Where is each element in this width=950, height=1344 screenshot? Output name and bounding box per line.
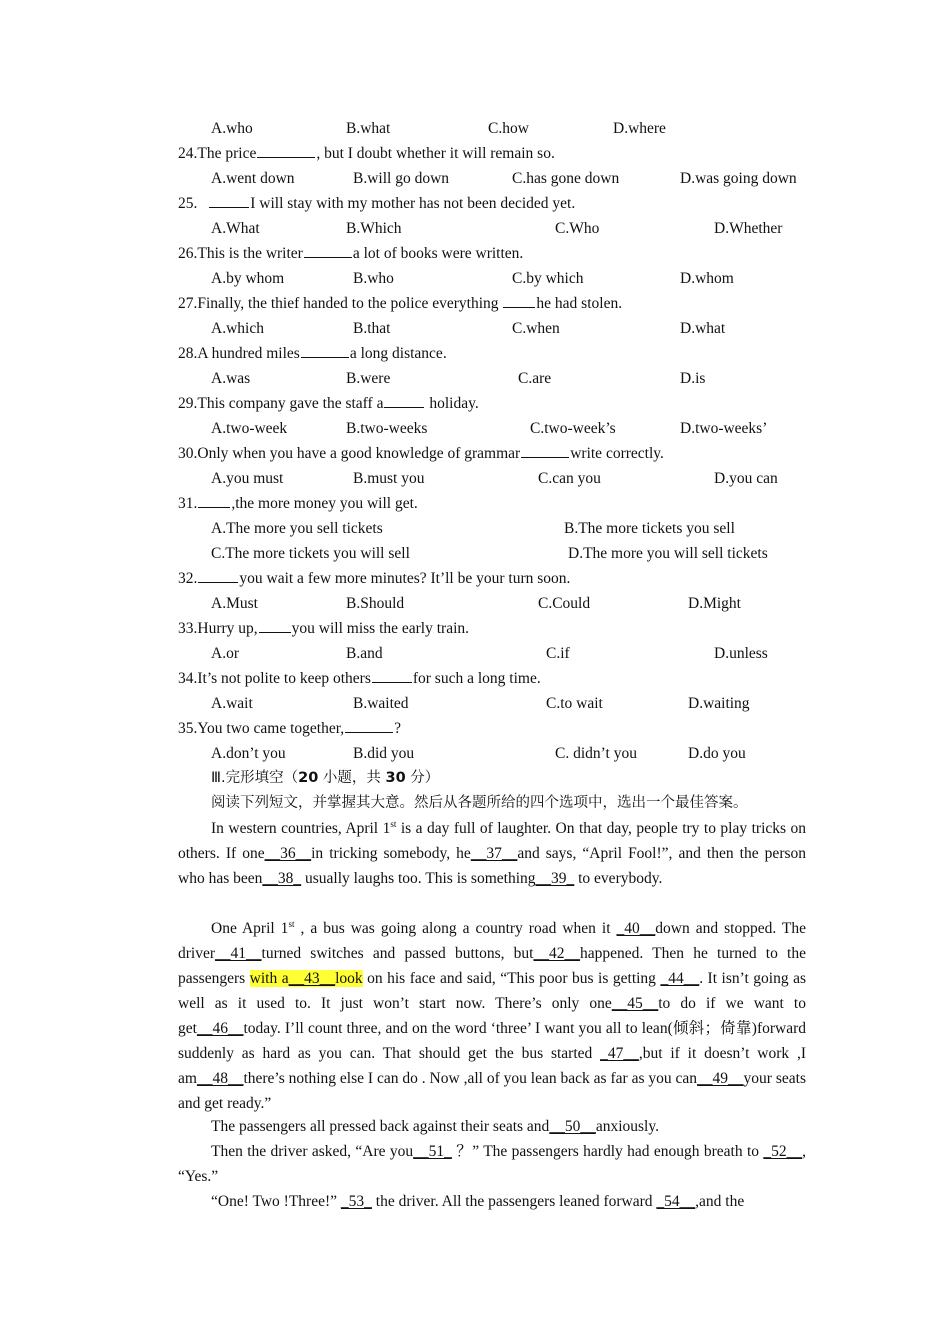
- blank-48: __48__: [196, 1070, 244, 1087]
- option: B.The more tickets you sell: [564, 520, 735, 537]
- blank-46: __46__: [196, 1020, 244, 1037]
- passage-text: In western countries, April 1: [211, 820, 391, 837]
- answer-blank: [384, 393, 424, 408]
- passage-text: down and stopped. The driver: [178, 920, 807, 962]
- option: A.What: [211, 220, 260, 237]
- passage-text: to do if we want to get: [178, 995, 806, 1037]
- passage-text: the driver. All the passengers leaned forward: [371, 1193, 657, 1210]
- option: A.wait: [211, 695, 253, 712]
- question-text: ?: [394, 720, 402, 737]
- question-35: [0, 716, 950, 741]
- highlight-text: look: [335, 970, 363, 987]
- option: B.that: [353, 320, 391, 337]
- question-text: 33.Hurry up,: [178, 620, 258, 637]
- answer-blank: [198, 568, 238, 583]
- question-24: [0, 141, 950, 166]
- option: D.The more you will sell tickets: [568, 545, 768, 562]
- question-32: [0, 566, 950, 591]
- answer-blank: [257, 143, 315, 158]
- blank-38: __38_: [262, 870, 302, 887]
- blank-40: _40__: [616, 920, 656, 937]
- passage-text: , a bus was going along a country road when it: [294, 920, 617, 937]
- question-26: [0, 241, 950, 266]
- answer-blank: [503, 293, 535, 308]
- question-text: for such a long time.: [412, 670, 541, 687]
- passage-text: The passengers all pressed back against their seats and: [211, 1118, 550, 1135]
- option: D.Might: [688, 595, 741, 612]
- q34-options: [0, 691, 950, 716]
- question-text: 25.: [178, 195, 202, 212]
- option: D.where: [613, 120, 666, 137]
- passage-text: and says, “April Fool!”, and then the person who has been: [178, 845, 807, 887]
- q27-options: [0, 316, 950, 341]
- option: C.when: [512, 320, 560, 337]
- question-text: 24.The price: [178, 145, 257, 162]
- option: D.Whether: [714, 220, 783, 237]
- passage-text: your seats and get ready.”: [178, 1070, 806, 1112]
- q26-options: [0, 266, 950, 291]
- passage-text: to everybody.: [574, 870, 663, 887]
- question-27: [0, 291, 950, 316]
- q31-options-row2: [0, 541, 950, 566]
- answer-blank: [198, 493, 230, 508]
- question-text: you wait a few more minutes? It’ll be your turn soon.: [239, 570, 571, 587]
- highlight-text: with a: [249, 970, 289, 987]
- question-text: write correctly.: [570, 445, 664, 462]
- option: C.Could: [538, 595, 591, 612]
- question-text: 34.It’s not polite to keep others: [178, 670, 371, 687]
- question-text: you will miss the early train.: [291, 620, 470, 637]
- option: C.are: [518, 370, 552, 387]
- option: D.is: [680, 370, 706, 387]
- option: C.can you: [538, 470, 601, 487]
- passage-paragraph-3: [178, 1114, 806, 1139]
- option: C.two-week’s: [530, 420, 616, 437]
- option: C.to wait: [546, 695, 603, 712]
- option: B.did you: [353, 745, 415, 762]
- question-text: ,the more money you will get.: [231, 495, 418, 512]
- blank-42: __42__: [533, 945, 580, 962]
- option: A.was: [211, 370, 251, 387]
- passage-text: “One! Two !Three!”: [211, 1193, 341, 1210]
- passage-text: ,but if it doesn’t work ,I am: [178, 1045, 806, 1087]
- section-heading: [0, 766, 950, 791]
- option: D.waiting: [688, 695, 750, 712]
- passage-text: today. I’ll count three, and on the word ‘three’ I want you all to lean(倾斜；倚靠)forward suddenly as hard as you can. That should get the bus started: [178, 1020, 806, 1062]
- option: D.what: [680, 320, 726, 337]
- passage-paragraph-2: [178, 916, 806, 1116]
- q30-options: [0, 466, 950, 491]
- option: B.must you: [353, 470, 425, 487]
- option: B.were: [346, 370, 391, 387]
- question-text: holiday.: [425, 395, 479, 412]
- heading-text: 小题，共: [318, 770, 386, 786]
- passage-paragraph-5: [178, 1189, 806, 1214]
- superscript: st: [390, 818, 397, 829]
- answer-blank: [345, 718, 393, 733]
- passage-text: . It isn’t going as well as it used to. It just won’t start now. There’s only one: [178, 970, 806, 1012]
- option: D.you can: [714, 470, 778, 487]
- blank-41: __41__: [215, 945, 262, 962]
- blank-50: __50__: [549, 1118, 596, 1135]
- question-text: 32.: [178, 570, 198, 587]
- question-text: 35.You two came together,: [178, 720, 345, 737]
- heading-text: 分）: [405, 770, 440, 786]
- passage-text: , “Yes.”: [178, 1143, 806, 1185]
- q31-options-row1: [0, 516, 950, 541]
- q24-options: [0, 166, 950, 191]
- option: D.unless: [714, 645, 768, 662]
- heading-count: 20: [298, 770, 319, 786]
- heading-text: Ⅲ.完形填空（: [211, 770, 299, 786]
- option: A.don’t you: [211, 745, 286, 762]
- blank-43: __43__: [288, 970, 336, 987]
- q33-options: [0, 641, 950, 666]
- blank-51: __51_: [413, 1143, 452, 1160]
- blank-39: __39_: [535, 870, 575, 887]
- option: D.was going down: [680, 170, 797, 187]
- option: A.who: [211, 120, 253, 137]
- answer-blank: [304, 243, 352, 258]
- option: B.what: [346, 120, 391, 137]
- question-text: 27.Finally, the thief handed to the police everything: [178, 295, 503, 312]
- option: C. didn’t you: [555, 745, 637, 762]
- answer-blank: [301, 343, 349, 358]
- q29-options: [0, 416, 950, 441]
- answer-blank: [372, 668, 412, 683]
- question-31: [0, 491, 950, 516]
- question-text: a long distance.: [349, 345, 447, 362]
- question-text: 29.This company gave the staff a: [178, 395, 384, 412]
- option: A.or: [211, 645, 239, 662]
- question-29: [0, 391, 950, 416]
- blank-44: _44__: [660, 970, 700, 987]
- question-28: [0, 341, 950, 366]
- highlighted-phrase: [250, 970, 363, 987]
- superscript: st: [288, 918, 295, 929]
- question-text: 26.This is the writer: [178, 245, 303, 262]
- passage-text: ？” The passengers hardly had enough breath to: [451, 1143, 764, 1160]
- passage-text: in tricking somebody, he: [311, 845, 471, 862]
- passage-text: turned switches and passed buttons, but: [261, 945, 534, 962]
- passage-paragraph-4: [178, 1139, 806, 1189]
- option: C.has gone down: [512, 170, 620, 187]
- question-text: 28.A hundred miles: [178, 345, 300, 362]
- blank-37: __37__: [470, 845, 518, 862]
- question-text: , but I doubt whether it will remain so.: [316, 145, 555, 162]
- option: C.how: [488, 120, 529, 137]
- option: A.you must: [211, 470, 284, 487]
- option: B.Which: [346, 220, 402, 237]
- question-33: [0, 616, 950, 641]
- option: B.waited: [353, 695, 409, 712]
- question-25: [0, 191, 950, 216]
- blank-54: _54__: [656, 1193, 696, 1210]
- question-34: [0, 666, 950, 691]
- blank-52: _52__: [763, 1143, 803, 1160]
- option: D.two-weeks’: [680, 420, 768, 437]
- q32-options: [0, 591, 950, 616]
- q25-options: [0, 216, 950, 241]
- blank-45: __45__: [611, 995, 659, 1012]
- option: C.The more tickets you will sell: [211, 545, 410, 562]
- passage-text: Then the driver asked, “Are you: [211, 1143, 414, 1160]
- option: B.who: [353, 270, 394, 287]
- answer-blank: [209, 193, 249, 208]
- option: A.The more you sell tickets: [211, 520, 383, 537]
- option: B.will go down: [353, 170, 450, 187]
- option: A.which: [211, 320, 264, 337]
- option: C.Who: [555, 220, 600, 237]
- question-text: 31.: [178, 495, 198, 512]
- q35-options: [0, 741, 950, 766]
- option: D.do you: [688, 745, 746, 762]
- question-text: a lot of books were written.: [352, 245, 524, 262]
- option: A.Must: [211, 595, 258, 612]
- instruction-text: 阅读下列短文，并掌握其大意。然后从各题所给的四个选项中，选出一个最佳答案。: [211, 795, 748, 811]
- answer-blank: [521, 443, 569, 458]
- section-instruction: [0, 791, 950, 816]
- passage-text: One April 1: [211, 920, 289, 937]
- heading-score: 30: [385, 770, 406, 786]
- passage-text: ,and the: [695, 1193, 745, 1210]
- question-text: I will stay with my mother has not been decided yet.: [250, 195, 576, 212]
- passage-text: there’s nothing else I can do . Now ,all of you lean back as far as you can: [243, 1070, 698, 1087]
- blank-49: __49__: [697, 1070, 744, 1087]
- passage-text: anxiously.: [595, 1118, 659, 1135]
- question-30: [0, 441, 950, 466]
- question-text: he had stolen.: [536, 295, 623, 312]
- passage-text: on his face and said, “This poor bus is getting: [362, 970, 661, 987]
- blank-47: _47__: [600, 1045, 639, 1062]
- option: B.and: [346, 645, 383, 662]
- option: D.whom: [680, 270, 734, 287]
- blank-53: _53_: [340, 1193, 372, 1210]
- passage-paragraph-1: [178, 816, 806, 891]
- passage-text: is a day full of laughter. On that day, people try to play tricks on others. If one: [178, 820, 807, 862]
- blank-36: __36__: [264, 845, 312, 862]
- question-text: 30.Only when you have a good knowledge of grammar: [178, 445, 521, 462]
- option: A.went down: [211, 170, 295, 187]
- option: C.if: [546, 645, 570, 662]
- passage-text: happened. Then he turned to the passengers: [178, 945, 806, 987]
- option: C.by which: [512, 270, 584, 287]
- option: B.two-weeks: [346, 420, 428, 437]
- passage-text: usually laughs too. This is something: [301, 870, 536, 887]
- option: A.two-week: [211, 420, 288, 437]
- answer-blank: [259, 618, 291, 633]
- q28-options: [0, 366, 950, 391]
- q23-options: [0, 116, 950, 141]
- option: B.Should: [346, 595, 405, 612]
- option: A.by whom: [211, 270, 285, 287]
